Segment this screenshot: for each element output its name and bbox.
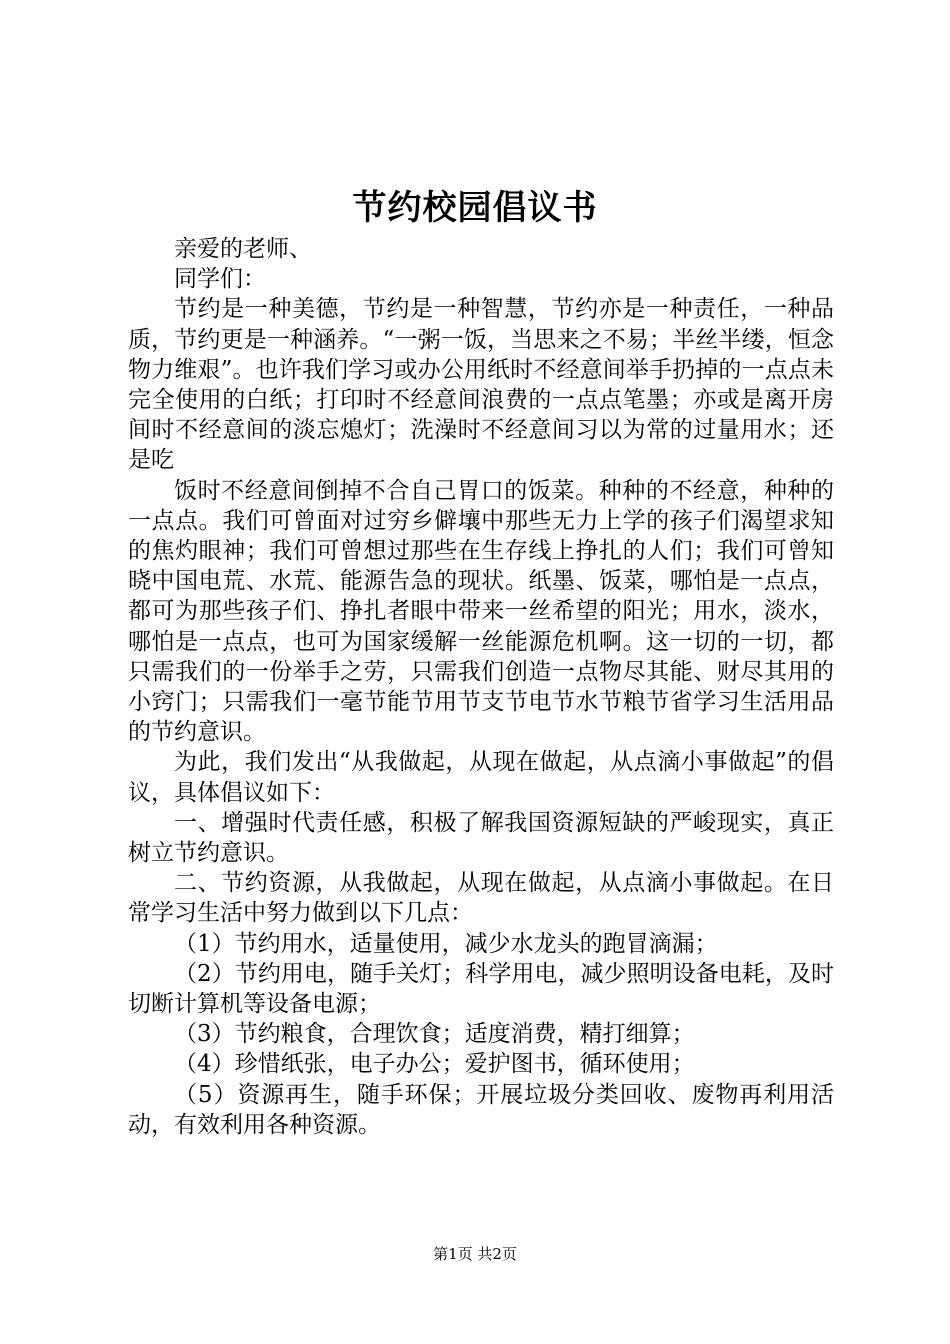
body-paragraph: 为此，我们发出“从我做起，从现在做起，从点滴小事做起”的倡议，具体倡议如下：: [128, 749, 834, 806]
body-paragraph: 节约是一种美德，节约是一种智慧，节约亦是一种责任，一种品质，节约更是一种涵养。“一粥一饭，当思来之不易；半丝半缕，恒念物力维艰”。也许我们学习或办公用纸时不经意间举手扔掉的一点点未完全使用的白纸；打印时不经意间浪费的一点点笔墨；亦或是离开房间时不经意间的淡忘熄灯；洗澡时不经意间习以为常的过量用水；还是吃: [128, 296, 834, 474]
proposal-sub-item: （1）节约用水，适量使用，减少水龙头的跑冒滴漏；: [174, 930, 718, 957]
page-footer: 第1页 共2页: [433, 1245, 517, 1263]
document-title: 节约校园倡议书: [352, 188, 598, 228]
proposal-sub-item: （4）珍惜纸张，电子办公；爱护图书，循环使用；: [174, 1051, 695, 1078]
salutation-line-2: 同学们：: [174, 266, 266, 293]
proposal-item: 一、增强时代责任感，积极了解我国资源短缺的严峻现实，真正树立节约意识。: [128, 809, 834, 867]
body-paragraph: 饭时不经意间倒掉不合自己胃口的饭菜。种种的不经意，种种的一点点。我们可曾面对过穷乡僻壤中那些无力上学的孩子们渴望求知的焦灼眼神；我们可曾想过那些在生存线上挣扎的人们；我们可曾知晓中国电荒、水荒、能源告急的现状。纸墨、饭菜，哪怕是一点点，都可为那些孩子们、挣扎者眼中带来一丝希望的阳光；用水，淡水，哪怕是一点点，也可为国家缓解一丝能源危机啊。这一切的一切，都只需我们的一份举手之劳，只需我们创造一点物尽其能、财尽其用的小窍门；只需我们一毫节能节用节支节电节水节粮节省学习生活用品的节约意识。: [128, 477, 834, 746]
proposal-item: 二、节约资源，从我做起，从现在做起，从点滴小事做起。在日常学习生活中努力做到以下几点：: [128, 870, 834, 927]
document-body: [128, 234, 834, 1140]
proposal-sub-item: （5）资源再生，随手环保；开展垃圾分类回收、废物再利用活动，有效利用各种资源。: [128, 1081, 834, 1138]
proposal-sub-item: （3）节约粮食，合理饮食；适度消费，精打细算；: [174, 1021, 695, 1048]
proposal-sub-item: （2）节约用电，随手关灯；科学用电，减少照明设备电耗，及时切断计算机等设备电源；: [128, 960, 834, 1018]
salutation-line-1: 亲爱的老师、: [174, 236, 312, 262]
